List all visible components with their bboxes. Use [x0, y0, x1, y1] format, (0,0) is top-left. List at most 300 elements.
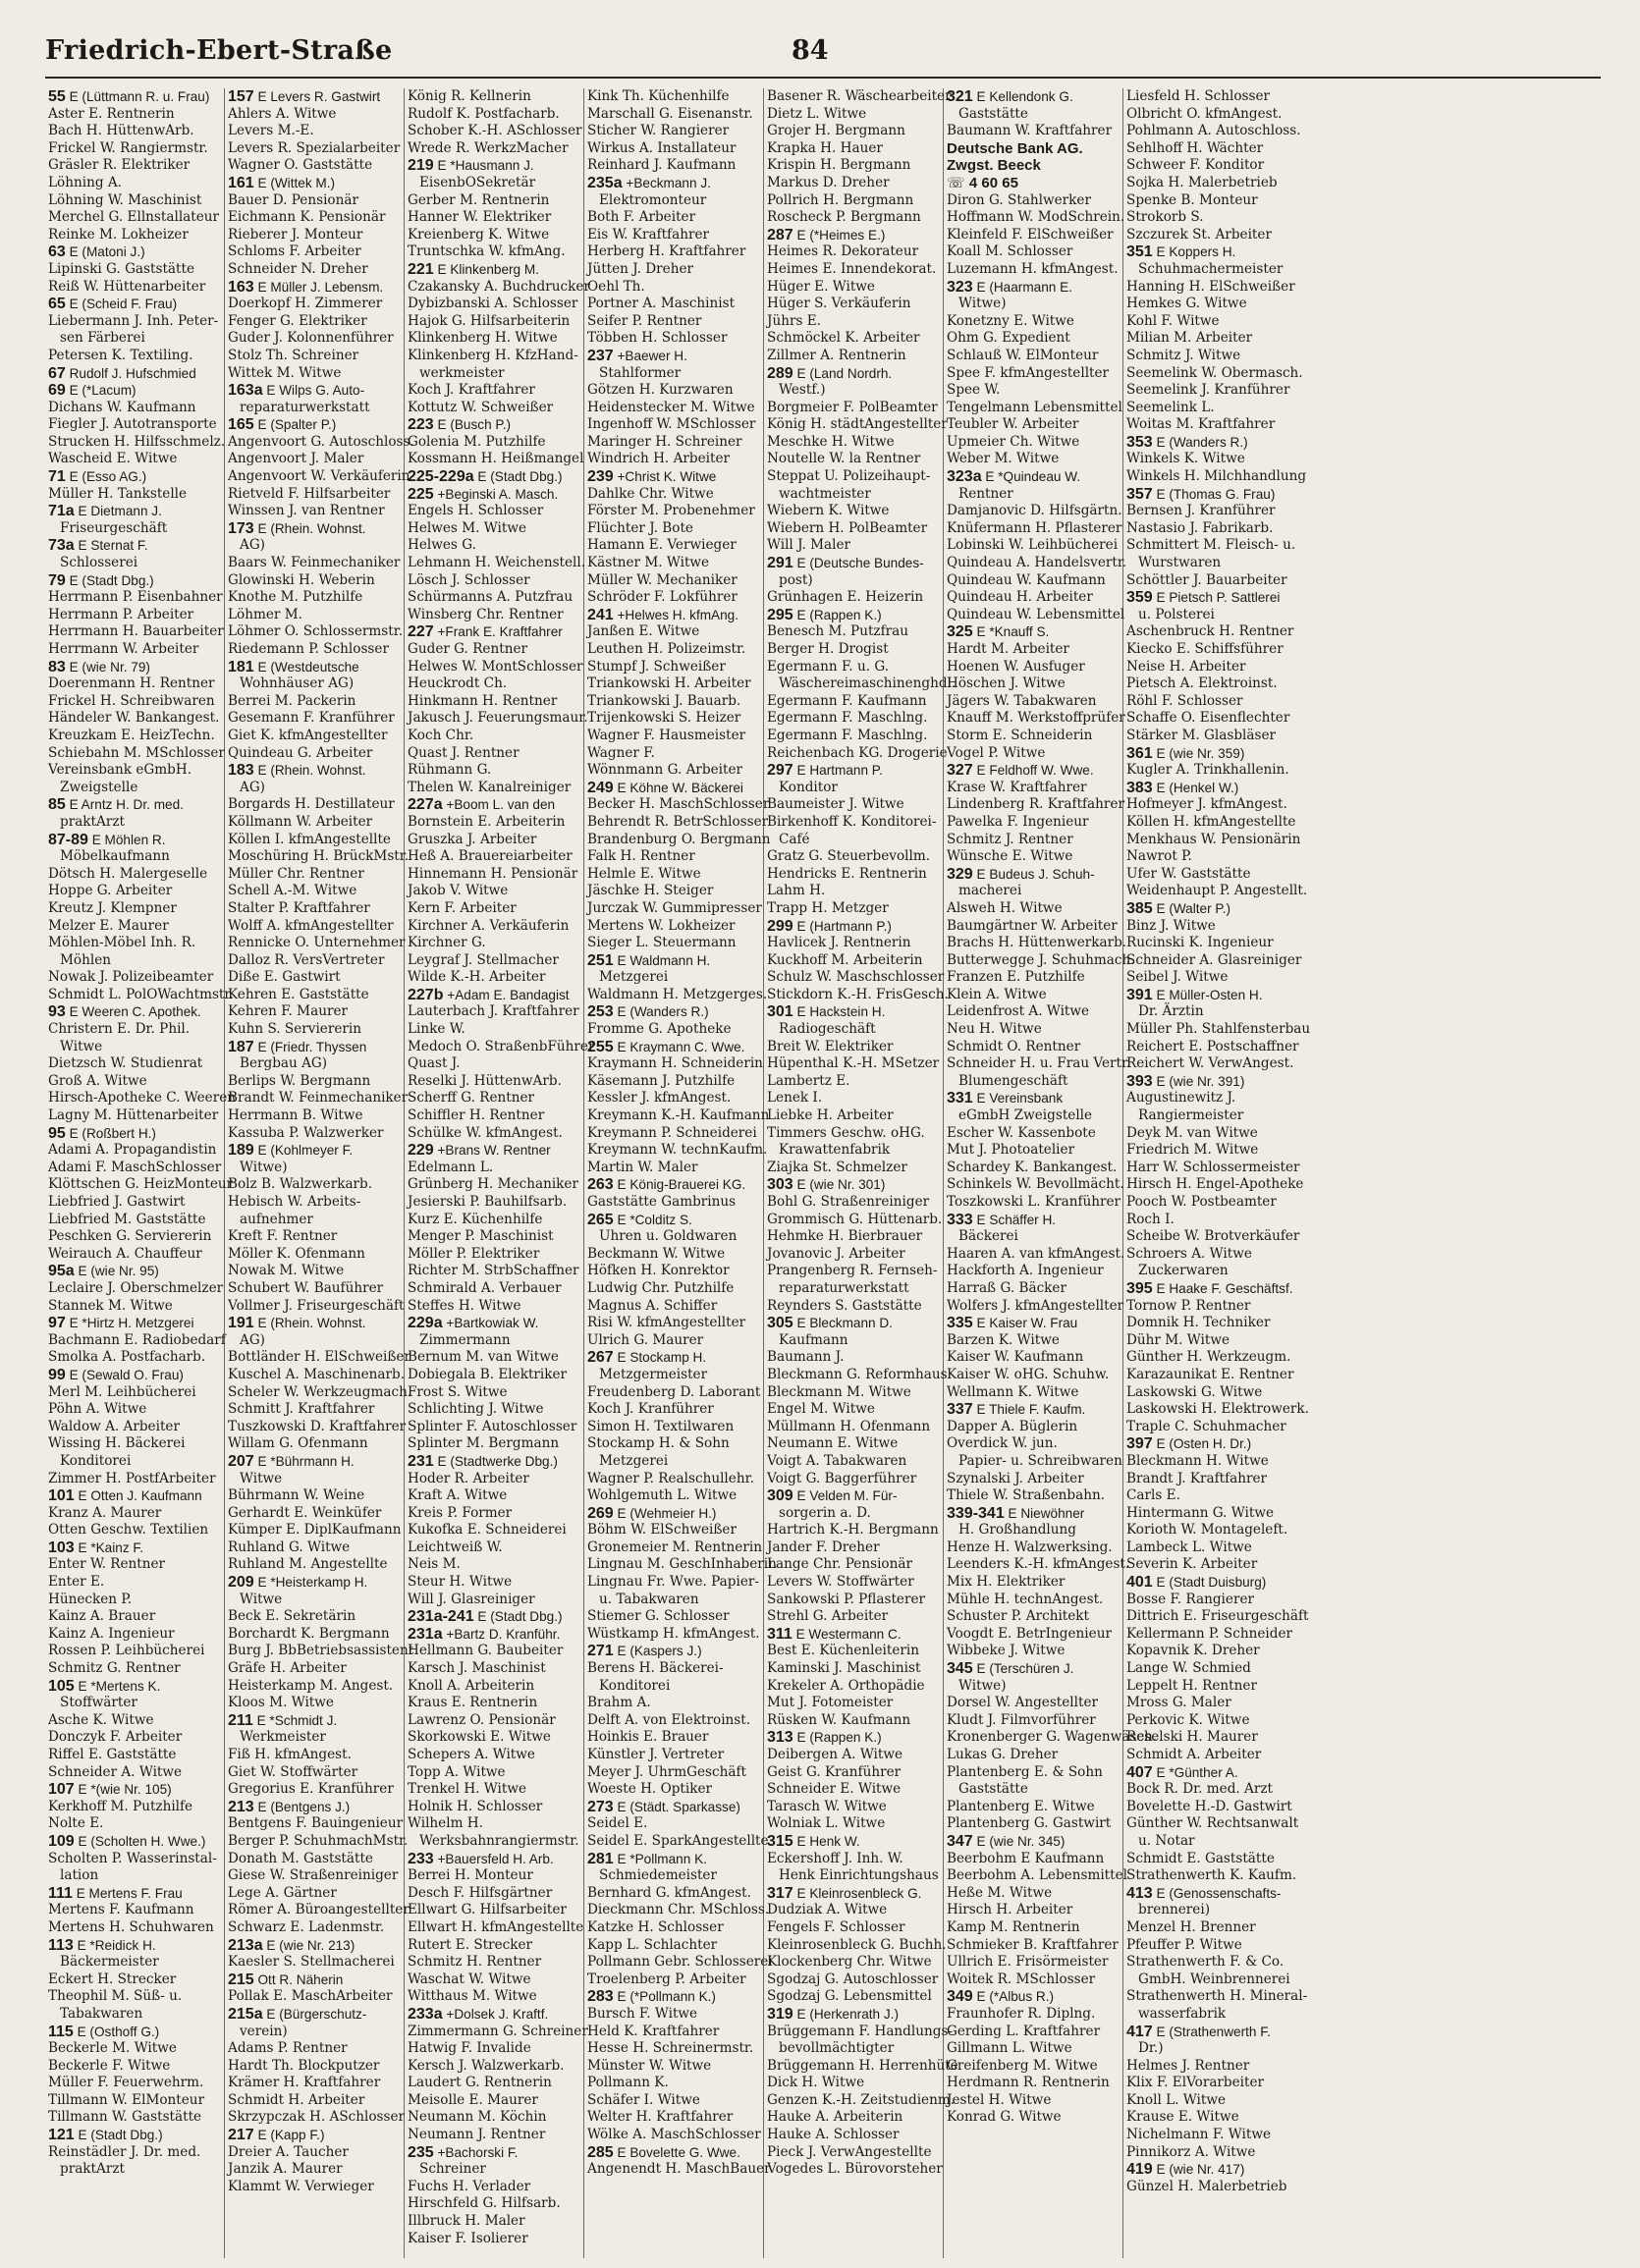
resident-entry [767, 382, 940, 400]
resident-entry [947, 1107, 1120, 1125]
resident-entry [767, 1384, 940, 1402]
resident-entry [408, 1660, 580, 1678]
entry-text: Wolniak L. Witwe [767, 1815, 886, 1832]
entry-text: Thelen W. Kanalreiniger [408, 779, 572, 795]
entry-text: Günzel H. Malerbetrieb [1126, 2178, 1287, 2194]
entry-text: E *Hausmann J. [437, 158, 534, 174]
entry-text: Nowak J. Polizeibeamter [48, 969, 214, 986]
entry-text: Franzen E. Putzhilfe [947, 969, 1085, 986]
resident-entry [228, 1867, 401, 1885]
entry-text: Adami F. MaschSchlosser [48, 1159, 222, 1175]
resident-entry [587, 1919, 760, 1937]
entry-text: AG) [240, 1331, 265, 1348]
entry-text: Spee W. [947, 382, 1001, 399]
entry-text: Levers R. Spezialarbeiter [228, 139, 401, 156]
resident-entry [408, 503, 580, 520]
house-entry [228, 1799, 401, 1816]
entry-text: reparaturwerkstatt [779, 1279, 909, 1296]
resident-entry [408, 814, 580, 832]
resident-entry [228, 486, 401, 504]
entry-text: Kink Th. Küchenhilfe [587, 88, 730, 104]
entry-text: Zuckerwaren [1138, 1263, 1229, 1279]
entry-text: Behrendt R. BetrSchlosser [587, 813, 769, 830]
resident-entry [767, 1073, 940, 1091]
house-number: 85 [48, 796, 66, 814]
resident-entry [48, 1574, 221, 1592]
house-entry [587, 607, 760, 624]
house-entry [587, 468, 760, 486]
house-number: 93 [48, 1003, 66, 1021]
entry-text: Lehmann H. Weichenstell. [408, 555, 586, 571]
resident-entry [408, 106, 580, 124]
entry-text: Prangenberg R. Fernseh- [767, 1263, 938, 1279]
house-entry [408, 261, 580, 279]
resident-entry [1126, 296, 1299, 313]
entry-text: Kraymann H. Schneiderin [587, 1055, 763, 1072]
entry-text: Pawelka F. Ingenieur [947, 813, 1089, 830]
resident-entry [767, 2057, 958, 2076]
entry-text: Steffes H. Witwe [408, 1297, 521, 1314]
resident-entry [767, 400, 940, 417]
resident-entry [1126, 1833, 1299, 1851]
entry-text: Witwe) [958, 296, 1007, 312]
entry-text: Kirchner G. [408, 935, 486, 951]
resident-entry [408, 883, 580, 900]
entry-text: Seidel E. [587, 1815, 648, 1832]
resident-entry [48, 451, 221, 468]
house-number: 317 [767, 1884, 793, 1902]
resident-entry [947, 1142, 1120, 1160]
resident-entry [947, 728, 1120, 745]
entry-text: E Levers R. Gastwirt [257, 89, 381, 104]
resident-entry [947, 1867, 1127, 1885]
entry-text: Wolff A. kfmAngestellter [228, 917, 394, 934]
entry-text: Kainz A. Ingenieur [48, 1625, 175, 1642]
resident-entry [587, 1401, 760, 1419]
entry-text: Tornow P. Rentner [1126, 1297, 1251, 1314]
entry-text: Linke W. [408, 1021, 465, 1038]
resident-entry [587, 1073, 760, 1091]
resident-entry [228, 555, 401, 572]
entry-text: Barzen K. Witwe [947, 1331, 1060, 1348]
entry-text: Steur H. Witwe [408, 1574, 513, 1591]
resident-entry [767, 693, 940, 711]
resident-entry [408, 1246, 580, 1264]
entry-text: Martin W. Maler [587, 1159, 698, 1175]
resident-entry [767, 675, 957, 693]
entry-text: +Adam E. Bandagist [447, 987, 570, 1002]
entry-text: Hauke A. Schlosser [767, 2127, 900, 2143]
resident-entry [408, 572, 580, 590]
house-number: 229a [408, 1315, 443, 1332]
entry-text: Neumann J. Rentner [408, 2127, 546, 2143]
entry-text: Tengelmann Lebensmittel [947, 399, 1122, 415]
resident-entry [1126, 2109, 1299, 2127]
house-number: 231a [408, 1625, 443, 1643]
entry-text: Markus D. Dreher [767, 174, 890, 190]
house-number: 227b [408, 986, 444, 1003]
resident-entry [408, 1678, 580, 1696]
resident-entry [947, 641, 1120, 659]
entry-text: Witwe [240, 1591, 283, 1607]
entry-text: Tuszkowski D. Kraftfahrer [228, 1418, 407, 1434]
resident-entry [1126, 1315, 1299, 1332]
entry-text: Wönnmann G. Arbeiter [587, 762, 743, 779]
house-entry [228, 1142, 401, 1160]
resident-entry [947, 780, 1120, 797]
resident-entry [587, 503, 760, 520]
entry-text: Ulrich G. Maurer [587, 1331, 704, 1348]
entry-text: Schmidt L. PolOWachtmstr. [48, 986, 234, 1002]
resident-entry [408, 1090, 580, 1107]
entry-text: Kapp L. Schlachter [587, 1936, 718, 1953]
resident-entry [1126, 1954, 1299, 1971]
resident-entry [767, 1919, 940, 1937]
entry-text: Helwes M. Witwe [408, 519, 527, 536]
entry-text: Desch F. Hilfsgärtner [408, 1884, 553, 1901]
entry-text: Krämer H. Kraftfahrer [228, 2075, 381, 2091]
resident-entry [408, 2109, 580, 2127]
entry-text: Baumgärtner W. Arbeiter [947, 917, 1118, 934]
resident-entry [48, 486, 221, 504]
entry-text: E (Wittek M.) [257, 175, 336, 190]
resident-entry [1126, 451, 1299, 468]
resident-entry [228, 1781, 401, 1799]
resident-entry [228, 1954, 401, 1971]
entry-text: Helmle E. Witwe [587, 865, 701, 882]
entry-text: Förster M. Probenehmer [587, 503, 755, 519]
entry-text: Ott R. Näherin [257, 1971, 344, 1987]
resident-entry [228, 192, 401, 210]
resident-entry [767, 1851, 940, 1868]
resident-entry [1126, 1263, 1299, 1280]
house-entry [587, 1212, 760, 1229]
entry-text: Alsweh H. Witwe [947, 899, 1063, 916]
entry-text: Kümper E. DiplKaufmann [228, 1522, 402, 1539]
entry-text: Schröder F. Lokführer [587, 589, 738, 606]
resident-entry [947, 883, 1120, 900]
entry-text: Helmes J. Rentner [1126, 2057, 1250, 2074]
resident-entry [587, 1729, 760, 1747]
entry-text: Schneider H. u. Frau Vertr. [947, 1055, 1131, 1072]
entry-text: Roch I. [1126, 1211, 1175, 1227]
entry-text: Donath M. Gaststätte [228, 1850, 373, 1866]
entry-text: Ullrich E. Frisörmeister [947, 1954, 1109, 1971]
entry-text: Topp A. Witwe [408, 1763, 506, 1780]
entry-text: Herdmann R. Rentnerin [947, 2075, 1110, 2091]
entry-text: Möller P. Elektriker [408, 1245, 540, 1262]
entry-text: E Möhlen R. [91, 832, 166, 847]
resident-entry [408, 710, 588, 728]
house-entry [947, 866, 1120, 884]
house-entry [947, 1212, 1120, 1229]
resident-entry [587, 866, 760, 884]
house-entry [1126, 900, 1299, 918]
entry-text: Zimmermann G. Schreiner [408, 2023, 588, 2039]
entry-text: Lauterbach J. Kraftfahrer [408, 1003, 579, 1020]
entry-text: E (Rhein. Wohnst. [257, 763, 366, 779]
entry-text: Plantenberg G. Gastwirt [947, 1815, 1112, 1832]
resident-entry [587, 279, 760, 297]
resident-entry [228, 400, 401, 417]
resident-entry [587, 969, 760, 987]
entry-text: E (Wanders R.) [617, 1004, 709, 1020]
entry-text: E (Rhein. Wohnst. [257, 520, 366, 536]
entry-text: Teubler W. Arbeiter [947, 416, 1079, 433]
resident-entry [228, 2040, 401, 2058]
resident-entry [767, 969, 945, 987]
entry-text: Reinstädler J. Dr. med. [48, 2143, 201, 2160]
entry-text: Wiebern K. Witwe [767, 503, 890, 519]
entry-text: Czakansky A. Buchdrucker [408, 278, 590, 295]
house-entry [228, 279, 401, 297]
entry-text: Brandenburg O. Bergmann [587, 831, 771, 847]
resident-entry [587, 935, 760, 952]
resident-entry [228, 1160, 401, 1177]
resident-entry [767, 572, 940, 590]
resident-entry [587, 1246, 760, 1264]
entry-text: Jurczak W. Gummipresser [587, 899, 762, 916]
resident-entry [767, 1971, 940, 1989]
house-entry [767, 1626, 940, 1644]
resident-entry [947, 848, 1120, 866]
resident-entry [947, 1781, 1120, 1799]
entry-text: Delft A. von Elektroinst. [587, 1711, 751, 1728]
entry-text: sen Färberei [60, 330, 145, 347]
entry-text: Schreiner [419, 2161, 486, 2178]
resident-entry [947, 434, 1120, 452]
resident-entry [228, 1212, 401, 1229]
entry-text: H. Großhandlung [958, 1522, 1076, 1539]
resident-entry [587, 486, 760, 504]
entry-text: Riffel E. Gaststätte [48, 1747, 177, 1762]
entry-text: Dr.) [1138, 2040, 1164, 2057]
resident-entry [947, 1419, 1120, 1436]
entry-text: Schäfer I. Witwe [587, 2091, 700, 2108]
resident-entry [1126, 555, 1299, 572]
entry-text: Winkels K. Witwe [1126, 451, 1245, 467]
entry-text: Knoll L. Witwe [1126, 2091, 1227, 2108]
entry-text: E (Strathenwerth F. [1156, 2024, 1271, 2039]
entry-text: E Thiele F. Kaufm. [976, 1402, 1086, 1418]
entry-text: E (Terschüren J. [976, 1661, 1074, 1677]
entry-text: Dybizbanski A. Schlosser [408, 296, 578, 312]
resident-entry [48, 1176, 234, 1194]
resident-entry [767, 1142, 940, 1160]
resident-entry [48, 1073, 221, 1091]
entry-text: Menkhaus W. Pensionärin [1126, 831, 1301, 847]
house-entry [767, 918, 940, 936]
entry-text: E (Stadt Duisburg) [1156, 1575, 1267, 1591]
resident-entry [408, 675, 580, 693]
house-entry [947, 623, 1120, 641]
resident-entry [408, 2213, 580, 2231]
resident-entry [767, 1263, 940, 1280]
house-number: 251 [587, 951, 614, 969]
resident-entry [587, 623, 760, 641]
resident-entry [587, 537, 760, 555]
entry-text: Schmitt J. Kraftfahrer [228, 1401, 375, 1418]
entry-text: E (Scheid F. Frau) [69, 297, 178, 312]
entry-text: Krase W. Kraftfahrer [947, 779, 1087, 795]
resident-entry [228, 918, 401, 936]
resident-entry [767, 520, 940, 538]
house-number: 401 [1126, 1574, 1153, 1592]
resident-entry [767, 1815, 940, 1833]
entry-text: Klix F. ElVorarbeiter [1126, 2075, 1265, 2091]
resident-entry [408, 555, 586, 572]
resident-entry [48, 1608, 221, 1626]
entry-text: Ahlers A. Witwe [228, 105, 337, 122]
entry-text: EisenbOSekretär [419, 174, 536, 190]
resident-entry [587, 1608, 760, 1626]
entry-text: +Beckmann J. [626, 175, 711, 190]
resident-entry [1126, 1228, 1299, 1246]
entry-text: Sieger L. Steuermann [587, 935, 737, 951]
resident-entry [587, 1781, 760, 1799]
entry-text: Rossen P. Leihbücherei [48, 1643, 205, 1659]
house-entry [587, 175, 760, 192]
entry-text: Engels H. Schlosser [408, 503, 544, 519]
house-number: 209 [228, 1574, 254, 1592]
house-entry [947, 1401, 1120, 1419]
entry-text: +Christ K. Witwe [617, 469, 717, 485]
entry-text: Vogel P. Witwe [947, 744, 1046, 761]
resident-entry [947, 745, 1120, 763]
entry-text: Moschüring H. BrückMstr. [228, 848, 410, 865]
entry-text: E Müller-Osten H. [1156, 987, 1263, 1002]
house-entry [48, 796, 221, 814]
resident-entry [1126, 762, 1299, 780]
entry-text: Quindeau W. Kaufmann [947, 571, 1106, 588]
entry-text: E (wie Nr. 391) [1156, 1073, 1245, 1089]
resident-entry [1126, 1039, 1299, 1056]
entry-text: Röhl F. Schlosser [1126, 692, 1243, 709]
house-entry [767, 1176, 940, 1194]
resident-entry [408, 313, 580, 331]
entry-text: Stockamp H. & Sohn [587, 1435, 730, 1452]
entry-text: Levers M.-E. [228, 123, 314, 139]
entry-text: Herberg H. Kraftfahrer [587, 243, 746, 260]
resident-entry [1126, 364, 1303, 383]
house-entry [408, 1142, 580, 1160]
entry-text: Schulz W. Maschschlosser [767, 969, 945, 986]
entry-text: Westf.) [779, 382, 826, 399]
resident-entry [1126, 1176, 1304, 1194]
entry-text: Deutsche Bank AG. [947, 139, 1083, 157]
house-number: 295 [767, 606, 793, 623]
resident-entry [228, 1832, 409, 1851]
resident-entry [1126, 1626, 1299, 1644]
entry-text: Henk Einrichtungshaus [779, 1867, 939, 1884]
entry-text: Möhlen-Möbel Inh. R. [48, 935, 196, 951]
house-entry [767, 1003, 940, 1021]
entry-text: E Kaiser W. Frau [976, 1316, 1078, 1331]
resident-entry [587, 157, 760, 175]
resident-entry [947, 1574, 1120, 1592]
resident-entry [408, 520, 580, 538]
resident-entry [587, 2161, 771, 2179]
resident-entry [587, 1228, 760, 1246]
entry-text: Künstler J. Vertreter [587, 1747, 725, 1762]
entry-text: Harr W. Schlossermeister [1126, 1159, 1300, 1175]
entry-text: Konrad G. Witwe [947, 2109, 1062, 2126]
resident-entry [587, 2075, 760, 2092]
resident-entry [767, 1107, 940, 1125]
entry-text: Riedemann P. Schlosser [228, 641, 389, 657]
resident-entry [587, 192, 760, 210]
entry-text: +Helwes H. kfmAng. [617, 607, 739, 622]
entry-text: Möller K. Ofenmann [228, 1245, 365, 1262]
entry-text: Schell A.-M. Witwe [228, 883, 357, 899]
resident-entry [767, 486, 940, 504]
house-entry [767, 1885, 940, 1903]
resident-entry [48, 157, 221, 175]
entry-text: Hünecken P. [48, 1591, 133, 1607]
entry-text: Dahlke Chr. Witwe [587, 485, 714, 502]
entry-text: E *Bührmann H. [257, 1453, 355, 1469]
entry-text: Strehl G. Arbeiter [767, 1608, 889, 1625]
resident-entry [1126, 227, 1299, 244]
resident-entry [228, 433, 414, 452]
entry-text: Greifenberg M. Witwe [947, 2057, 1098, 2074]
resident-entry [947, 1263, 1120, 1280]
house-number: 121 [48, 2127, 75, 2144]
house-number: 79 [48, 571, 66, 589]
resident-entry [587, 1160, 760, 1177]
resident-entry [228, 348, 401, 365]
resident-entry [48, 952, 221, 970]
house-number: 335 [947, 1315, 973, 1332]
entry-text: Rucinski K. Ingenieur [1126, 935, 1274, 951]
entry-text: Heimes R. Dekorateur [767, 243, 919, 260]
resident-entry [48, 1643, 221, 1660]
resident-entry [408, 227, 580, 244]
resident-entry [1126, 1090, 1299, 1107]
resident-entry [767, 1954, 940, 1971]
resident-entry [228, 1487, 401, 1505]
resident-entry [228, 1003, 401, 1021]
entry-text: Jührs E. [767, 312, 821, 329]
resident-entry [947, 796, 1124, 814]
resident-entry [947, 416, 1120, 434]
resident-entry [408, 1349, 580, 1367]
entry-text: E (Roßbert H.) [69, 1125, 156, 1141]
resident-entry [48, 1331, 226, 1350]
entry-text: E *Quindeau W. [985, 469, 1081, 485]
entry-text: Neise H. Arbeiter [1126, 658, 1246, 675]
resident-entry [1126, 400, 1299, 417]
resident-entry [228, 537, 401, 555]
entry-text: Voigt A. Tabakwaren [767, 1452, 907, 1469]
resident-entry [947, 537, 1120, 555]
resident-entry [408, 589, 580, 607]
directory-columns [45, 88, 1607, 2258]
entry-text: Bachmann E. Radiobedarf [48, 1331, 226, 1348]
resident-entry [767, 1867, 940, 1885]
entry-text: Wagner P. Realschullehr. [587, 1470, 754, 1486]
entry-text: Burg J. BbBetriebsassistent [228, 1643, 414, 1659]
house-number: 211 [228, 1711, 253, 1729]
resident-entry [228, 1556, 401, 1574]
resident-entry [947, 209, 1125, 227]
entry-text: Schneider A. Witwe [48, 1763, 183, 1780]
entry-text: Butterwegge J. Schuhmach. [947, 951, 1135, 968]
house-number: 163 [228, 278, 254, 296]
resident-entry [947, 1902, 1120, 1919]
resident-entry [408, 832, 580, 849]
entry-text: E (Sewald O. Frau) [69, 1367, 184, 1382]
